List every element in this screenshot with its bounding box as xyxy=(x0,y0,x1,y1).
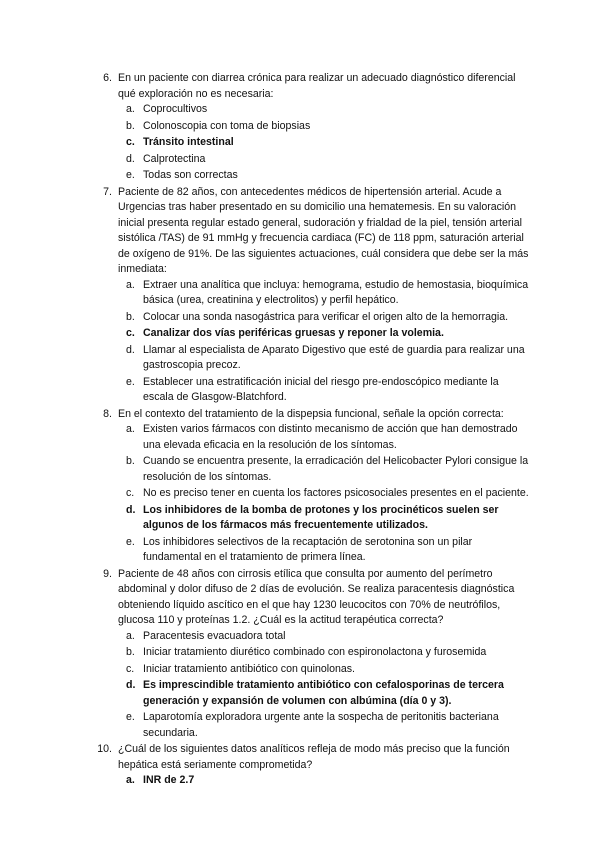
question-text: En un paciente con diarrea crónica para realizar un adecuado diagnóstico diferencial qué exploración no es necesaria: xyxy=(118,72,516,100)
question-item xyxy=(103,407,530,566)
question-item xyxy=(97,742,530,789)
question-text: ¿Cuál de los siguientes datos analíticos refleja de modo más preciso que la función hepática está seriamente comprometida? xyxy=(118,743,510,771)
option-text: Colonoscopia con toma de biopsias xyxy=(143,119,311,132)
option-list xyxy=(118,773,530,789)
question-number: 10. xyxy=(97,743,112,755)
answer-option xyxy=(126,486,530,502)
answer-option-correct xyxy=(126,773,530,789)
answer-option xyxy=(126,662,530,678)
question-text: En el contexto del tratamiento de la dispepsia funcional, señale la opción correcta: xyxy=(118,407,504,420)
answer-option-correct xyxy=(126,503,530,534)
option-letter: d. xyxy=(126,679,136,691)
answer-option xyxy=(126,278,530,309)
option-letter: a. xyxy=(126,423,135,435)
option-text: Colocar una sonda nasogástrica para verificar el origen alto de la hemorragia. xyxy=(143,310,509,323)
option-letter: c. xyxy=(126,136,135,148)
option-text: Iniciar tratamiento diurético combinado con espironolactona y furosemida xyxy=(143,646,487,658)
answer-option xyxy=(126,535,530,566)
option-text: Canalizar dos vías periféricas gruesas y reponer la volemia. xyxy=(143,327,444,339)
answer-option-correct xyxy=(126,678,530,709)
answer-option-correct xyxy=(126,135,530,151)
option-letter: c. xyxy=(126,487,135,499)
option-letter: e. xyxy=(126,375,135,388)
option-text: Laparotomía exploradora urgente ante la sospecha de peritonitis bacteriana secundaria. xyxy=(143,711,499,739)
question-item xyxy=(103,71,530,184)
option-letter: e. xyxy=(126,535,135,548)
option-letter: b. xyxy=(126,119,135,132)
answer-option xyxy=(126,310,530,326)
option-letter: b. xyxy=(126,310,135,323)
answer-option xyxy=(126,454,530,485)
answer-option xyxy=(126,102,530,118)
option-text: Llamar al especialista de Aparato Digestivo que esté de guardia para realizar una gastroscopia precoz. xyxy=(143,343,525,371)
question-list xyxy=(97,71,530,790)
question-text: Paciente de 48 años con cirrosis etílica que consulta por aumento del perímetro abdominal y dolor difuso de 2 días de evolución. Se realiza paracentesis diagnóstica obteniendo líquido ascítico en el que hay 1230 leucocitos con 70% de neutrófilos, glucosa 110 y proteínas 1.2. ¿Cuál es la actitud terapéutica correcta? xyxy=(118,567,515,626)
option-letter: c. xyxy=(126,662,135,675)
option-text: Los inhibidores selectivos de la recaptación de serotonina son un pilar fundamental en el tratamiento de primera línea. xyxy=(143,535,473,563)
answer-option xyxy=(126,152,530,168)
option-list xyxy=(118,102,530,184)
option-letter: e. xyxy=(126,711,135,723)
question-number: 8. xyxy=(103,407,112,420)
option-letter: d. xyxy=(126,503,136,516)
answer-option xyxy=(126,119,530,135)
option-text: Calprotectina xyxy=(143,152,206,165)
option-text: Existen varios fármacos con distinto mecanismo de acción que han demostrado una elevada eficacia en la resolución de los síntomas. xyxy=(143,423,518,451)
question-number: 9. xyxy=(103,567,112,580)
answer-option xyxy=(126,343,530,374)
option-letter: a. xyxy=(126,774,135,786)
answer-option xyxy=(126,422,530,453)
option-letter: d. xyxy=(126,152,135,165)
option-list xyxy=(118,278,530,406)
option-letter: e. xyxy=(126,169,135,181)
question-text: Paciente de 82 años, con antecedentes médicos de hipertensión arterial. Acude a Urgencias tras haber presentado en su domicilio una hematemesis. En su valoración inicial presenta regular estado general, sudoración y frialdad de la piel, tensión arterial sistólica /TAS) de 91 mmHg y frecuencia cardiaca (FC) de 118 ppm, saturación arterial de oxígeno de 91%. De las siguientes actuaciones, cuál considera que debe ser la más inmediata: xyxy=(118,185,529,275)
option-text: Tránsito intestinal xyxy=(143,136,234,148)
option-text: Iniciar tratamiento antibiótico con quinolonas. xyxy=(143,662,355,675)
question-item xyxy=(103,185,530,406)
option-list xyxy=(118,422,530,566)
option-text: Es imprescindible tratamiento antibiótico con cefalosporinas de tercera generación y expansión de volumen con albúmina (día 0 y 3). xyxy=(143,679,504,707)
option-text: Cuando se encuentra presente, la erradicación del Helicobacter Pylori consigue la resolución de los síntomas. xyxy=(143,455,529,483)
question-number: 7. xyxy=(103,185,112,198)
option-text: Los inhibidores de la bomba de protones y los procinéticos suelen ser algunos de los fármacos más frecuentemente utilizados. xyxy=(143,503,499,531)
option-letter: a. xyxy=(126,278,135,291)
option-letter: c. xyxy=(126,327,135,339)
answer-option xyxy=(126,375,530,406)
answer-option-correct xyxy=(126,326,530,342)
answer-option xyxy=(126,629,530,645)
option-list xyxy=(118,629,530,742)
question-number: 6. xyxy=(103,72,112,84)
option-letter: b. xyxy=(126,455,135,467)
option-text: Extraer una analítica que incluya: hemograma, estudio de hemostasia, bioquímica básica (urea, creatinina y electrolitos) y perfil hepático. xyxy=(143,278,529,306)
answer-option xyxy=(126,645,530,661)
option-text: Paracentesis evacuadora total xyxy=(143,629,286,642)
answer-option xyxy=(126,710,530,741)
question-item xyxy=(103,567,530,742)
answer-option xyxy=(126,168,530,184)
option-letter: b. xyxy=(126,646,135,658)
option-letter: d. xyxy=(126,343,135,356)
option-text: Coprocultivos xyxy=(143,103,208,115)
option-text: Todas son correctas xyxy=(143,169,238,181)
option-letter: a. xyxy=(126,629,135,642)
option-text: Establecer una estratificación inicial del riesgo pre-endoscópico mediante la escala de Glasgow-Blatchford. xyxy=(143,375,499,403)
option-text: No es preciso tener en cuenta los factores psicosociales presentes en el paciente. xyxy=(143,487,529,499)
option-text: INR de 2.7 xyxy=(143,774,195,786)
option-letter: a. xyxy=(126,103,135,115)
